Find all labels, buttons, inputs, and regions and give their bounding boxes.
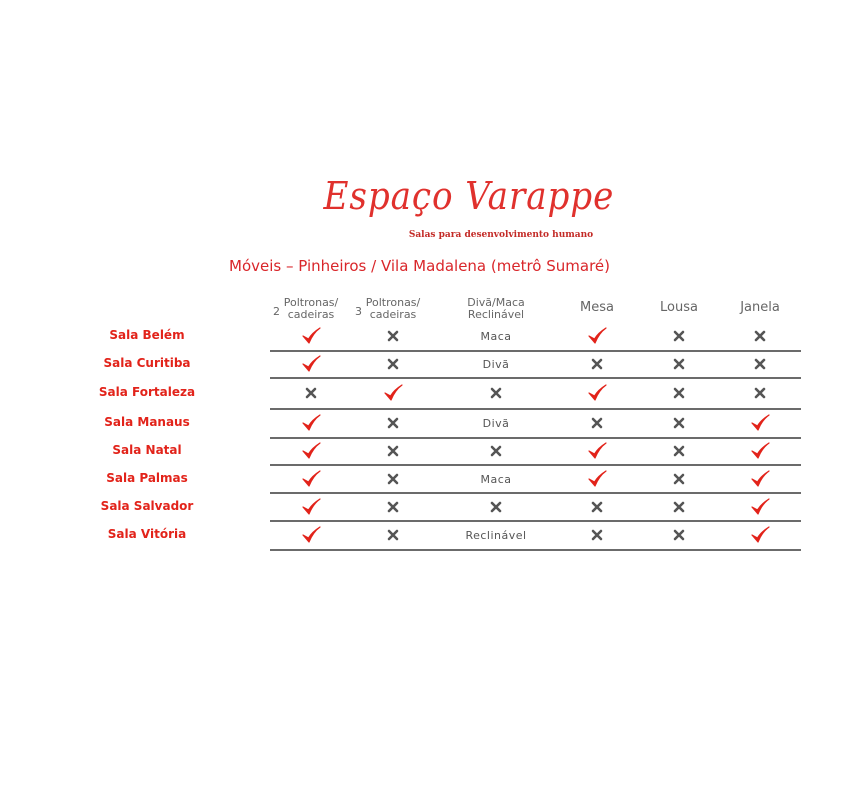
room-name: Sala Belém xyxy=(109,328,185,342)
cell-text: Divã xyxy=(482,357,510,371)
room-name: Sala Fortaleza xyxy=(98,385,196,399)
check-icon xyxy=(557,468,637,490)
column-header-line: Janela xyxy=(740,300,780,315)
cross-icon xyxy=(639,412,719,434)
room-name: Sala Manaus xyxy=(104,415,190,429)
check-icon xyxy=(271,353,351,375)
column-header-line: cadeiras xyxy=(369,308,417,321)
cross-icon xyxy=(720,353,800,375)
column-header xyxy=(366,297,421,321)
check-icon xyxy=(271,412,351,434)
check-icon xyxy=(271,440,351,462)
cell-text: Maca xyxy=(480,472,512,486)
room-name: Sala Vitória xyxy=(107,527,187,541)
column-header-line: Mesa xyxy=(580,300,614,315)
check-icon xyxy=(557,440,637,462)
cross-icon xyxy=(456,382,536,404)
cross-icon xyxy=(639,524,719,546)
cross-icon xyxy=(639,325,719,347)
check-icon xyxy=(720,440,800,462)
cross-icon xyxy=(353,440,433,462)
cross-icon xyxy=(353,325,433,347)
brand-name: Espaço Varappe xyxy=(323,174,615,218)
row-divider xyxy=(270,437,801,439)
cross-icon xyxy=(557,524,637,546)
check-icon xyxy=(271,496,351,518)
cell-text: Maca xyxy=(480,329,512,343)
column-header-line: cadeiras xyxy=(287,308,335,321)
check-icon xyxy=(557,382,637,404)
column-header xyxy=(740,300,780,316)
row-divider xyxy=(270,408,801,410)
brand-logo xyxy=(300,160,615,250)
cross-icon xyxy=(353,496,433,518)
cross-icon xyxy=(639,496,719,518)
room-name: Sala Curitiba xyxy=(103,356,191,370)
room-name: Sala Salvador xyxy=(100,499,194,513)
cross-icon xyxy=(639,440,719,462)
column-header-line: Lousa xyxy=(660,300,698,315)
column-header xyxy=(284,297,339,321)
page-heading: Móveis – Pinheiros / Vila Madalena (metrô Sumaré) xyxy=(229,257,610,275)
column-header xyxy=(467,297,525,321)
room-name: Sala Natal xyxy=(112,443,182,457)
column-header-line: Reclinável xyxy=(467,308,525,321)
check-icon xyxy=(720,412,800,434)
cross-icon xyxy=(720,325,800,347)
row-divider xyxy=(270,377,801,379)
cross-icon xyxy=(557,496,637,518)
cross-icon xyxy=(720,382,800,404)
cell-text: Reclinável xyxy=(465,528,527,542)
cross-icon xyxy=(353,412,433,434)
cross-icon xyxy=(271,382,351,404)
cross-icon xyxy=(456,496,536,518)
column-header-count: 3 xyxy=(355,305,362,318)
cross-icon xyxy=(639,468,719,490)
check-icon xyxy=(720,496,800,518)
cell-text: Divã xyxy=(482,416,510,430)
cross-icon xyxy=(557,353,637,375)
check-icon xyxy=(353,382,433,404)
column-header-count: 2 xyxy=(273,305,280,318)
column-header xyxy=(660,300,698,316)
cross-icon xyxy=(639,353,719,375)
row-divider xyxy=(270,549,801,551)
room-name: Sala Palmas xyxy=(106,471,188,485)
row-divider xyxy=(270,520,801,522)
check-icon xyxy=(271,325,351,347)
column-header-line: Poltronas/ xyxy=(283,296,339,309)
check-icon xyxy=(271,468,351,490)
check-icon xyxy=(720,468,800,490)
column-header xyxy=(580,300,614,316)
cross-icon xyxy=(639,382,719,404)
check-icon xyxy=(271,524,351,546)
row-divider xyxy=(270,492,801,494)
cross-icon xyxy=(353,468,433,490)
check-icon xyxy=(720,524,800,546)
brand-tagline: Salas para desenvolvimento humano xyxy=(408,230,594,240)
cross-icon xyxy=(353,524,433,546)
column-header-line: Divã/Maca xyxy=(467,296,525,309)
column-header-line: Poltronas/ xyxy=(365,296,421,309)
row-divider xyxy=(270,464,801,466)
cross-icon xyxy=(456,440,536,462)
check-icon xyxy=(557,325,637,347)
cross-icon xyxy=(557,412,637,434)
cross-icon xyxy=(353,353,433,375)
row-divider xyxy=(270,350,801,352)
